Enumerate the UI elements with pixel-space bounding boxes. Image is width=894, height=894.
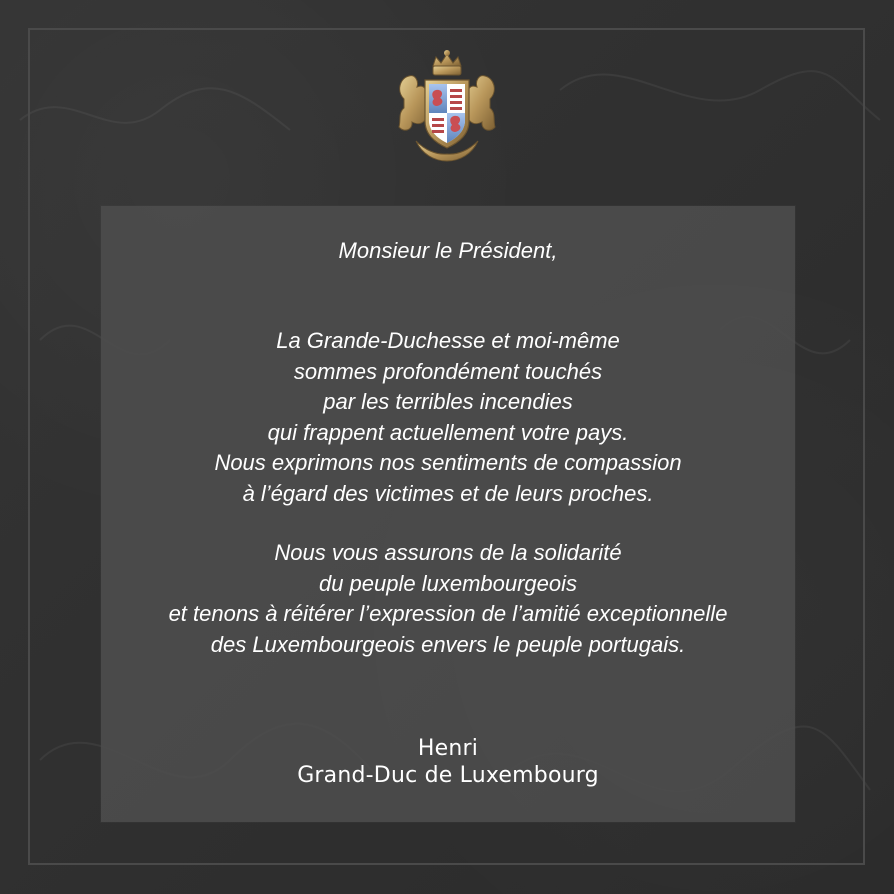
letter-line: Nous vous assurons de la solidarité xyxy=(274,540,622,565)
solidarity-paragraph xyxy=(101,538,795,660)
luxembourg-coat-of-arms-icon xyxy=(386,50,508,162)
letter-line: du peuple luxembourgeois xyxy=(318,570,578,596)
signature-name: Henri xyxy=(417,736,479,761)
letter-line: sommes profondément touchés xyxy=(293,358,603,384)
letter-line: à l’égard des victimes et de leurs proches. xyxy=(242,480,654,506)
letter-line: des Luxembourgeois envers le peuple portugais. xyxy=(210,631,686,657)
letter-line: et tenons à réitérer l’expression de l’amitié exceptionnelle xyxy=(168,601,728,626)
letter-line: La Grande-Duchesse et moi-même xyxy=(276,328,620,353)
salutation: Monsieur le Président, xyxy=(338,238,558,263)
condolence-paragraph xyxy=(101,326,795,509)
letter-panel xyxy=(101,206,795,822)
letter-line: qui frappent actuellement votre pays. xyxy=(267,419,629,445)
letter-line: par les terribles incendies xyxy=(323,389,573,414)
signature-title: Grand-Duc de Luxembourg xyxy=(297,763,599,788)
letter-line: Nous exprimons nos sentiments de compassion xyxy=(214,450,682,475)
